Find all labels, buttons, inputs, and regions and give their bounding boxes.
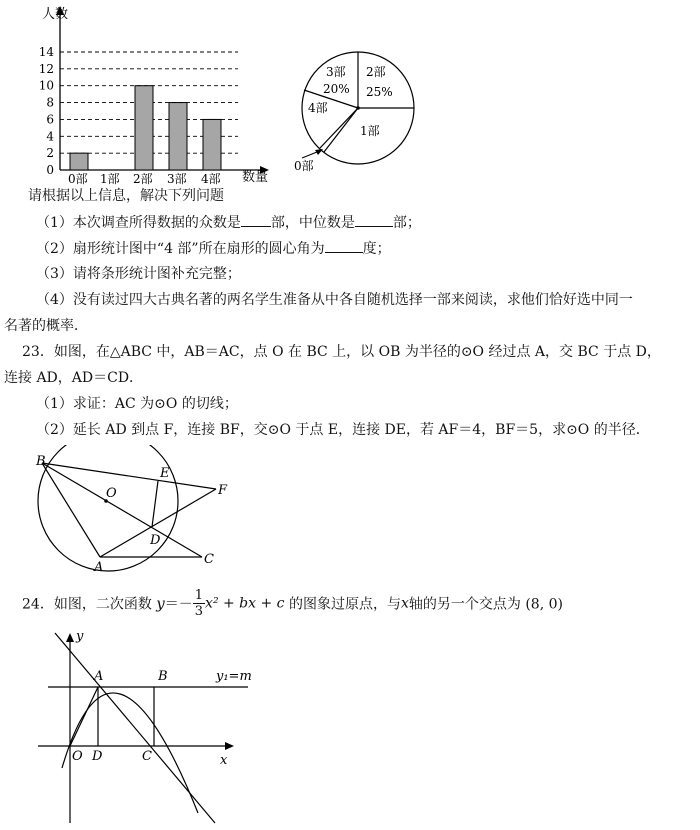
bar-y-tick-label: 8 [46,95,54,110]
q24-parabola-figure [30,628,270,828]
q23-line1: 23．如图，在△ABC 中，AB＝AC，点 O 在 BC 上，以 OB 为半径的⊙O 经过点 A，交 BC 于点 D， [22,344,661,360]
q24-formula-rest: x² + bx + c [205,595,285,612]
q22-p1-a: （1）本次调查所得数据的众数是 [36,215,241,231]
answer-blank-angle [325,238,363,253]
label-a: A [94,560,104,575]
bar-2 [135,86,153,170]
label-x-axis: x [220,753,228,768]
bar-y-tick-label: 6 [46,112,54,127]
label-a: A [94,669,104,684]
q23-geometry-figure [20,445,250,580]
pie-label-2: 2部 [366,65,386,79]
segment-ab [42,463,100,557]
q22-p2-b: 度； [362,241,391,257]
q24-fraction [193,588,205,619]
q22-intro: 请根据以上信息，解决下列问题 [28,188,224,204]
q22-p1-b: 部，中位数是 [270,215,355,231]
bar-category-label: 4部 [201,172,221,185]
segment-oa [70,687,98,746]
bar-chart [20,0,280,185]
pie-label-0: 0部 [294,159,314,173]
label-f: F [218,483,228,498]
segment-de [152,481,158,527]
q22-p2-a: （2）扇形统计图中“4 部”所在扇形的圆心角为 [36,241,325,257]
bar-y-label: 人数 [42,7,69,22]
pie-center [356,106,360,110]
q24-suffix: 的图象过原点，与 [288,596,401,613]
bar-y-tick-label: 4 [46,129,54,144]
q22-part1 [36,212,421,233]
pie-label-3-pct: 20% [323,82,350,96]
label-o: O [106,486,117,501]
bar-y-tick-label: 0 [46,163,54,177]
q23-part1: （1）求证：AC 为⊙O 的切线； [36,396,238,412]
q22-p1-c: 部； [392,215,421,231]
q24-formula-y: y [156,594,165,613]
bar-y-tick-label: 2 [46,146,54,161]
bar-4 [203,119,221,170]
label-c: C [204,552,214,567]
pie-label-3: 3部 [326,65,346,79]
bar-0 [70,153,88,170]
q24-formula-eq: ＝－ [164,596,193,613]
label-y-axis: y [76,629,84,644]
q22-part4-line2: 名著的概率． [4,318,88,334]
label-c: C [142,749,152,764]
pie-label-4: 4部 [308,101,328,115]
pie-label-2-pct: 25% [366,85,393,99]
q24-x-arrow [225,742,234,750]
q24-frac-num: 1 [194,588,204,603]
label-o: O [72,749,83,764]
q24-xvar: x [400,595,409,612]
bar-category-label: 0部 [68,172,88,185]
label-b: B [158,669,168,684]
label-d: D [92,749,103,764]
q22-part4-line1: （4）没有读过四大古典名著的两名学生准备从中各自随机选择一部来阅读，求他们恰好选中同一 [36,292,633,308]
q24-statement [22,588,563,628]
q22-part2 [36,238,391,259]
pie-label-0-arrowhead [315,149,323,155]
q24-suffix2: 轴的另一个交点为 (8, 0) [408,596,563,613]
q22-part3: （3）请将条形统计图补充完整； [36,266,241,282]
bar-category-label: 3部 [167,172,187,185]
bar-y-tick-label: 14 [38,45,54,59]
q24-frac-den: 3 [194,604,204,619]
label-b: B [36,454,46,469]
q24-y-arrow [66,633,74,642]
answer-blank-mode [241,212,271,227]
answer-blank-median [355,212,393,227]
pie-chart [280,40,430,180]
pie-label-1: 1部 [360,124,380,138]
q23-part2: （2）延长 AD 到点 F，连接 BF，交⊙O 于点 E，连接 DE，若 AF＝4，BF＝5，求⊙O 的半径． [36,422,650,438]
q24-prefix: 24．如图，二次函数 [22,596,152,613]
label-e: E [160,466,170,481]
bar-x-label: 数量 [242,170,269,185]
bar-category-label: 2部 [133,172,153,185]
bar-3 [169,103,187,170]
bar-y-tick-label: 10 [38,78,54,93]
bar-y-tick-label: 12 [38,61,54,76]
bar-category-label: 1部 [100,172,120,185]
q23-line2: 连接 AD，AD＝CD． [4,370,144,386]
label-d: D [150,533,161,548]
label-y1-m: y₁=m [216,669,252,684]
segment-bf [42,463,216,489]
